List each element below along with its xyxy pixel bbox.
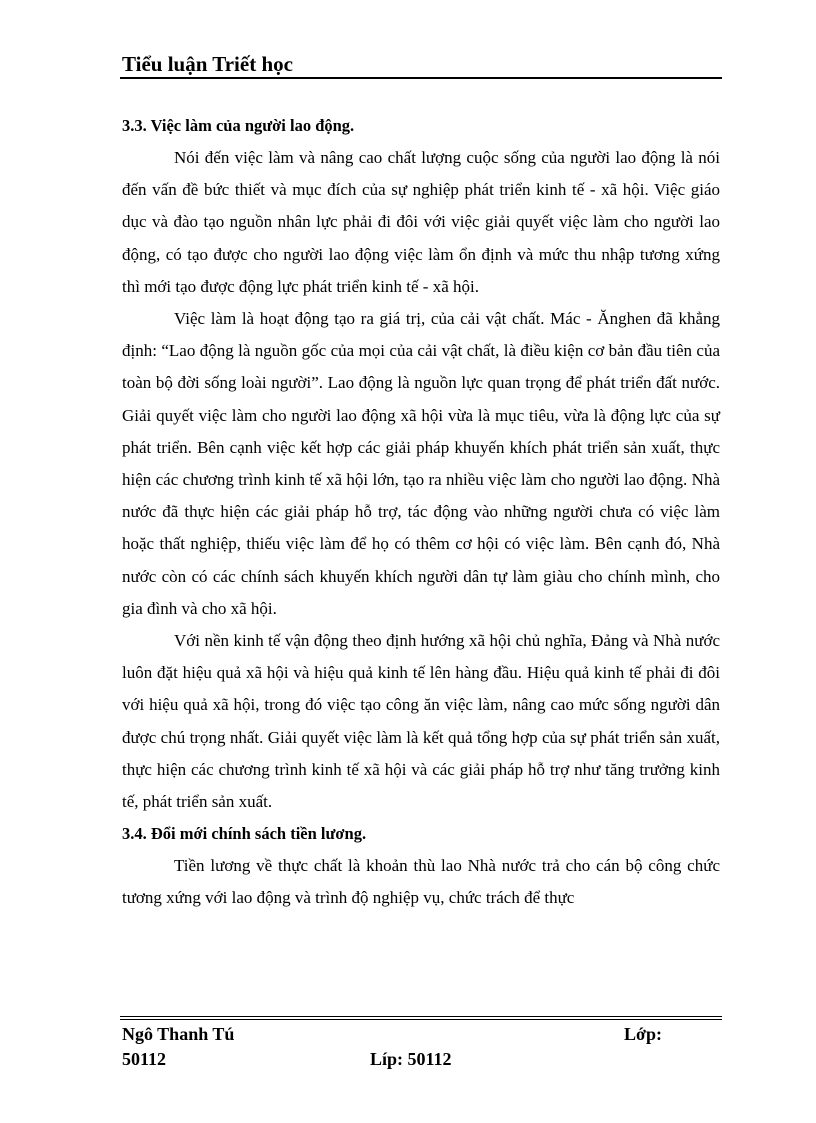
footer-class-center: Líp: 50112 — [370, 1049, 452, 1069]
section-3-4 — [122, 818, 720, 914]
paragraph: Nói đến việc làm và nâng cao chất lượng cuộc sống của người lao động là nói đến vấn đề bức thiết và mục đích của sự nghiệp phát triển kinh tế - xã hội. Việc giáo dục và đào tạo nguồn nhân lực phải đi đôi với việc giải quyết việc làm cho người lao động, có tạo được cho người lao động việc làm ổn định và mức thu nhập tương xứng thì mới tạo được động lực phát triển kinh tế - xã hội. — [122, 148, 720, 296]
header-rule — [120, 77, 722, 79]
page-header-title: Tiểu luận Triết học — [122, 52, 293, 76]
page-footer — [122, 1020, 722, 1080]
paragraph: Với nền kinh tế vận động theo định hướng xã hội chủ nghĩa, Đảng và Nhà nước luôn đặt hiệu quả xã hội và hiệu quả kinh tế lên hàng đầu. Hiệu quả kinh tế phải đi đôi với hiệu quả xã hội, trong đó việc tạo công ăn việc làm, nâng cao mức sống người dân được chú trọng nhất. Giải quyết việc làm là kết quả tổng hợp của sự phát triển sản xuất, thực hiện các chương trình kinh tế xã hội và các giải pháp hỗ trợ như tăng trưởng kinh tế, phát triển sản xuất. — [122, 631, 720, 812]
section-3-3 — [122, 110, 720, 818]
document-body — [122, 110, 720, 915]
paragraph: Việc làm là hoạt động tạo ra giá trị, của cải vật chất. Mác - Ănghen đã khẳng định: “Lao động là nguồn gốc của mọi của cải vật chất, là điều kiện cơ bản đầu tiên của toàn bộ đời sống loài người”. Lao động là nguồn lực quan trọng để phát triển đất nước. Giải quyết việc làm cho người lao động xã hội vừa là mục tiêu, vừa là động lực của sự phát triển. Bên cạnh việc kết hợp các giải pháp khuyến khích phát triển sản xuất, thực hiện các chương trình kinh tế xã hội lớn, tạo ra nhiều việc làm cho người lao động. Nhà nước đã thực hiện các giải pháp hỗ trợ, tác động vào những người chưa có việc làm hoặc thất nghiệp, thiếu việc làm để họ có thêm cơ hội có việc làm. Bên cạnh đó, Nhà nước còn có các chính sách khuyến khích người dân tự làm giàu cho chính mình, cho gia đình và cho xã hội. — [122, 309, 720, 618]
paragraph: Tiền lương về thực chất là khoản thù lao Nhà nước trả cho cán bộ công chức tương xứng với lao động và trình độ nghiệp vụ, chức trách để thực — [122, 856, 720, 908]
footer-class-label: Lớp: — [624, 1024, 662, 1044]
section-heading: 3.3. Việc làm của người lao động. — [122, 116, 355, 135]
footer-author: Ngô Thanh Tú — [122, 1024, 235, 1044]
footer-rule-top — [120, 1016, 722, 1017]
section-heading: 3.4. Đổi mới chính sách tiền lương. — [122, 824, 367, 844]
footer-class-code: 50112 — [122, 1049, 167, 1069]
